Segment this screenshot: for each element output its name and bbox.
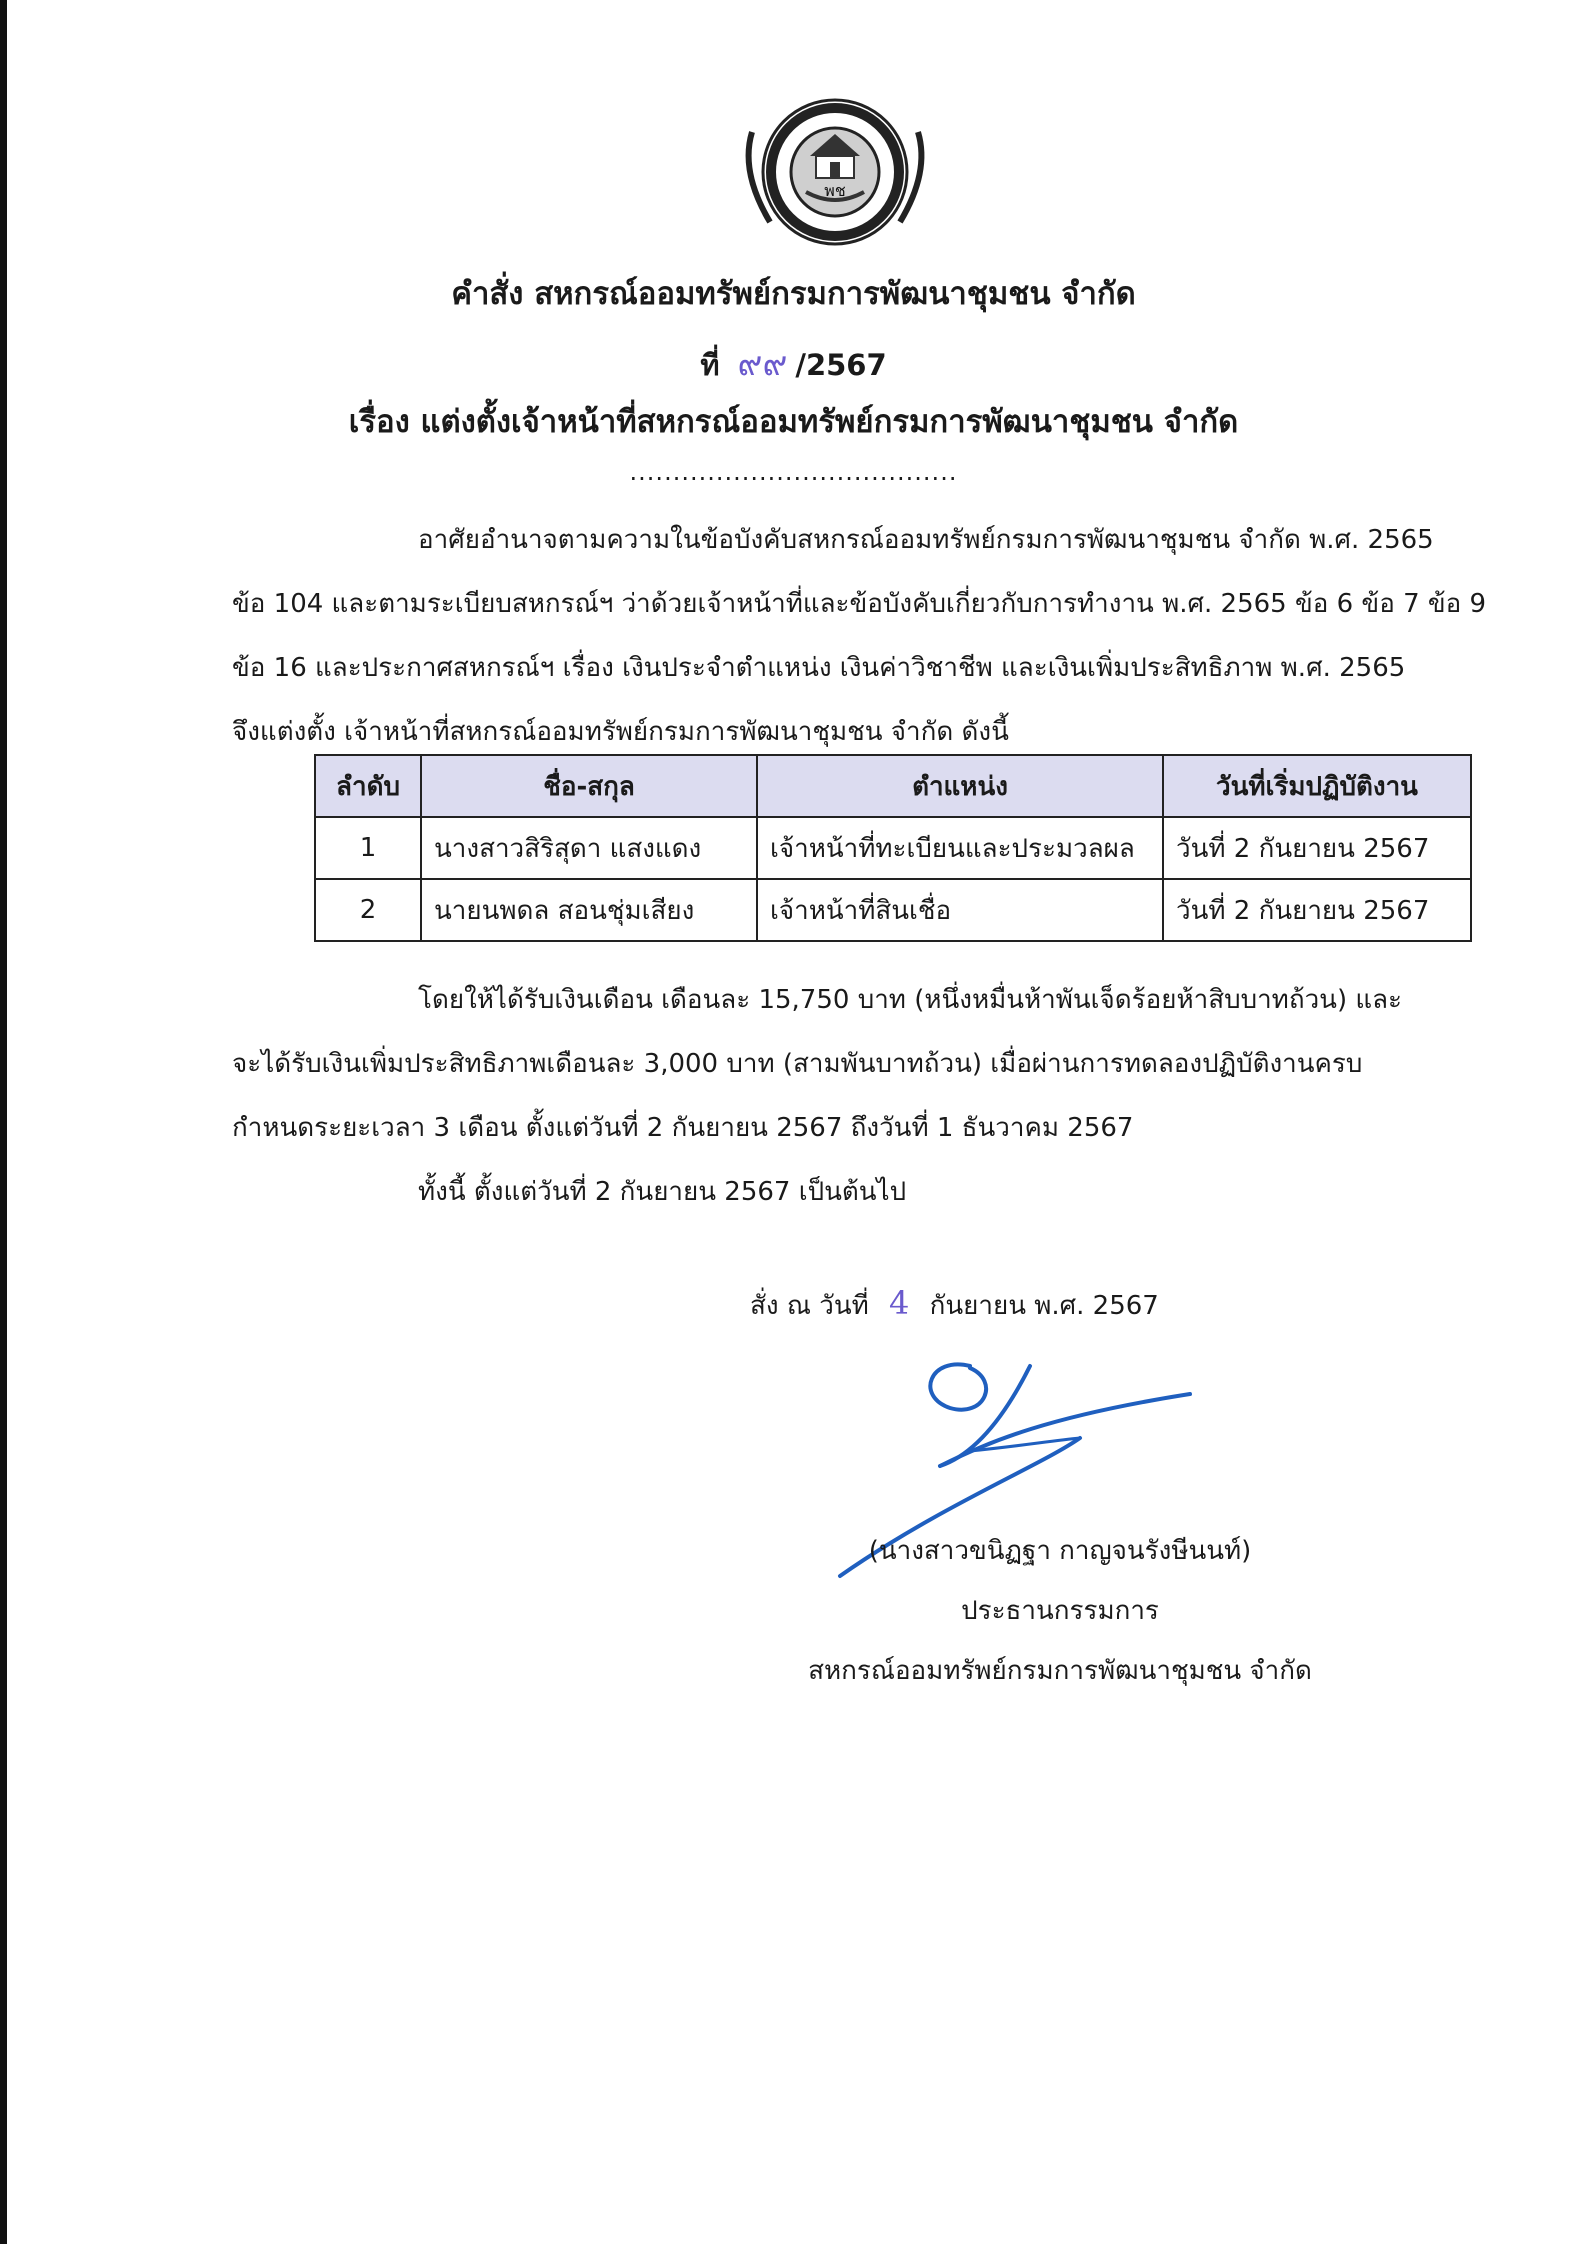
effective-date-paragraph: ทั้งนี้ ตั้งแต่วันที่ 2 กันยายน 2567 เป็นต้นไป xyxy=(418,1177,907,1207)
signed-date xyxy=(750,1284,1159,1326)
column-header-order: ลำดับ xyxy=(315,755,421,817)
column-header-name: ชื่อ-สกุล xyxy=(421,755,757,817)
cell-order: 2 xyxy=(315,879,421,941)
cell-name: นายนพดล สอนชุ่มเสียง xyxy=(421,879,757,941)
signed-date-day-handwritten: 4 xyxy=(889,1284,910,1322)
signed-date-suffix: กันยายน พ.ศ. 2567 xyxy=(929,1291,1159,1321)
preamble-line: อาศัยอำนาจตามความในข้อบังคับสหกรณ์ออมทรัพย์กรมการพัฒนาชุมชน จำกัด พ.ศ. 2565 xyxy=(418,525,1434,555)
preamble-line: ข้อ 104 และตามระเบียบสหกรณ์ฯ ว่าด้วยเจ้าหน้าที่และข้อบังคับเกี่ยวกับการทำงาน พ.ศ. 2565 ข้อ 6 ข้อ 7 ข้อ 9 xyxy=(232,589,1487,619)
cell-name: นางสาวสิริสุดา แสงแดง xyxy=(421,817,757,879)
table-header-row xyxy=(315,755,1471,817)
appointment-table xyxy=(314,754,1472,942)
salary-paragraph xyxy=(232,968,1450,1160)
preamble-line: ข้อ 16 และประกาศสหกรณ์ฯ เรื่อง เงินประจำตำแหน่ง เงินค่าวิชาชีพ และเงินเพิ่มประสิทธิภาพ พ.ศ. 2565 xyxy=(232,653,1406,683)
order-title: คำสั่ง สหกรณ์ออมทรัพย์กรมการพัฒนาชุมชน จำกัด xyxy=(451,276,1136,312)
signer-name: (นางสาวขนิฏฐา กาญจนรังษีนนท์) xyxy=(868,1536,1252,1566)
title-separator: ...................................... xyxy=(629,458,958,486)
salary-line: โดยให้ได้รับเงินเดือน เดือนละ 15,750 บาท (หนึ่งหมื่นห้าพันเจ็ดร้อยห้าสิบบาทถ้วน) และ xyxy=(418,985,1403,1015)
order-number-handwritten: ๙๙ xyxy=(737,344,788,384)
cell-order: 1 xyxy=(315,817,421,879)
order-subject: เรื่อง แต่งตั้งเจ้าหน้าที่สหกรณ์ออมทรัพย์กรมการพัฒนาชุมชน จำกัด xyxy=(348,404,1239,440)
table-row xyxy=(315,879,1471,941)
column-header-start-date: วันที่เริ่มปฏิบัติงาน xyxy=(1163,755,1471,817)
signer-role: ประธานกรรมการ xyxy=(961,1596,1159,1626)
salary-line: กำหนดระยะเวลา 3 เดือน ตั้งแต่วันที่ 2 กันยายน 2567 ถึงวันที่ 1 ธันวาคม 2567 xyxy=(232,1113,1134,1143)
column-header-position: ตำแหน่ง xyxy=(757,755,1163,817)
signer-organization: สหกรณ์ออมทรัพย์กรมการพัฒนาชุมชน จำกัด xyxy=(808,1656,1312,1686)
preamble-line: จึงแต่งตั้ง เจ้าหน้าที่สหกรณ์ออมทรัพย์กรมการพัฒนาชุมชน จำกัด ดังนี้ xyxy=(232,717,1009,747)
preamble-paragraph xyxy=(232,508,1487,764)
cooperative-seal-logo xyxy=(730,92,940,252)
salary-line: จะได้รับเงินเพิ่มประสิทธิภาพเดือนละ 3,000 บาท (สามพันบาทถ้วน) เมื่อผ่านการทดลองปฏิบัติงานครบ xyxy=(232,1049,1363,1079)
cell-position: เจ้าหน้าที่ทะเบียนและประมวลผล xyxy=(757,817,1163,879)
order-number xyxy=(0,336,1587,390)
cell-start-date: วันที่ 2 กันยายน 2567 xyxy=(1163,879,1471,941)
svg-text:พช: พช xyxy=(824,181,846,200)
signed-date-prefix: สั่ง ณ วันที่ xyxy=(750,1291,869,1321)
cell-position: เจ้าหน้าที่สินเชื่อ xyxy=(757,879,1163,941)
order-number-prefix: ที่ xyxy=(700,348,720,382)
order-number-suffix: /2567 xyxy=(795,348,887,382)
cell-start-date: วันที่ 2 กันยายน 2567 xyxy=(1163,817,1471,879)
table-row xyxy=(315,817,1471,879)
